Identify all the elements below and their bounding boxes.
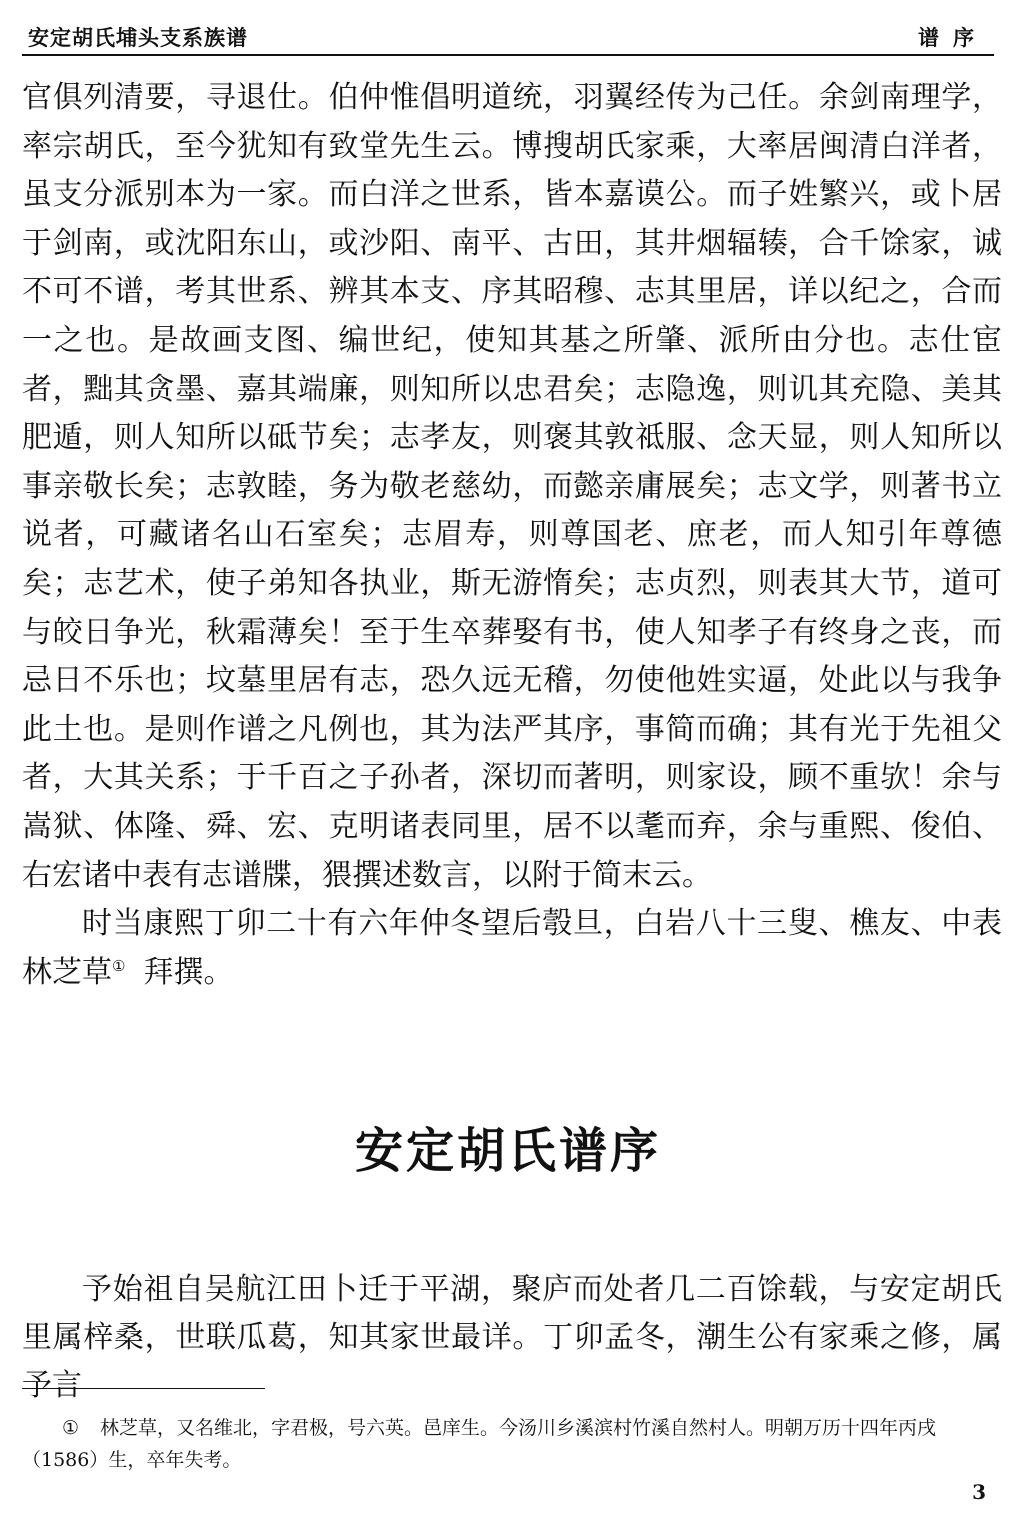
footnote-marker: ① (62, 1417, 80, 1439)
section-label: 谱序 (918, 25, 988, 50)
preface-continued (22, 74, 1002, 997)
footnote-text: 林芝草，又名维北，字君极，号六英。邑庠生。今汤川乡溪滨村竹溪自然村人。明朝万历十四年丙戌（1586）生，卒年失考。 (22, 1417, 937, 1471)
preface-dateline (22, 900, 1002, 997)
preface-paragraph: 官俱列清要，寻退仕。伯仲惟倡明道统，羽翼经传为己任。余剑南理学，率宗胡氏，至今犹知有致堂先生云。博搜胡氏家乘，大率居闽清白洋者，虽支分派别本为一家。而白洋之世系，皆本嘉谟公。而子姓繁兴，或卜居于剑南，或沈阳东山，或沙阳、南平、古田，其井烟辐辏，合千馀家，诚不可不谱，考其世系、辨其本支、序其昭穆、志其里居，详以纪之，合而一之也。是故画支图、编世纪，使知其基之所肇、派所由分也。志仕宦者，黜其贪墨、嘉其端廉，则知所以忠君矣；志隐逸，则讥其充隐、美其肥遁，则人知所以砥节矣；志孝友，则褒其敦祗服、念天显，则人知所以事亲敬长矣；志敦睦，务为敬老慈幼，而懿亲庸展矣；志文学，则著书立说者，可藏诸名山石室矣；志眉寿，则尊国老、庶老，而人知引年尊德矣；志艺术，使子弟知各执业，斯无游惰矣；志贞烈，则表其大节，道可与皎日争光，秋霜薄矣！至于生卒葬娶有书，使人知孝子有终身之丧，而忌日不乐也；坟墓里居有志，恐久远无稽，勿使他姓实逼，处此以与我争此土也。是则作谱之凡例也，其为法严其序，事简而确；其有光于先祖父者，大其关系；于千百之子孙者，深切而著明，则家设，顾不重欤！余与嵩狱、体隆、舜、宏、克明诸表同里，居不以耄而弃，余与重熙、俊伯、右宏诸中表有志谱牒，猥撰述数言，以附于简末云。 (22, 80, 1002, 893)
book-title: 安定胡氏埔头支系族谱 (28, 25, 248, 50)
footnote-divider (22, 1388, 265, 1389)
running-header (22, 18, 994, 56)
footnote-ref[interactable]: ① (112, 956, 126, 975)
dateline-text: 时当康熙丁卯二十有六年仲冬望后彀旦，白岩八十三叟、樵友、中表林芝草 (22, 906, 1002, 990)
signoff-text: 拜撰。 (143, 954, 234, 990)
footnote (22, 1412, 997, 1476)
page-number: 3 (972, 1480, 986, 1504)
section-title: 安定胡氏谱序 (354, 1123, 661, 1179)
section-paragraph: 予始祖自吴航江田卜迁于平湖，聚庐而处者几二百馀载，与安定胡氏里属梓桑，世联瓜葛，知其家世最详。丁卯孟冬，潮生公有家乘之修，属予言 (22, 1272, 1002, 1403)
